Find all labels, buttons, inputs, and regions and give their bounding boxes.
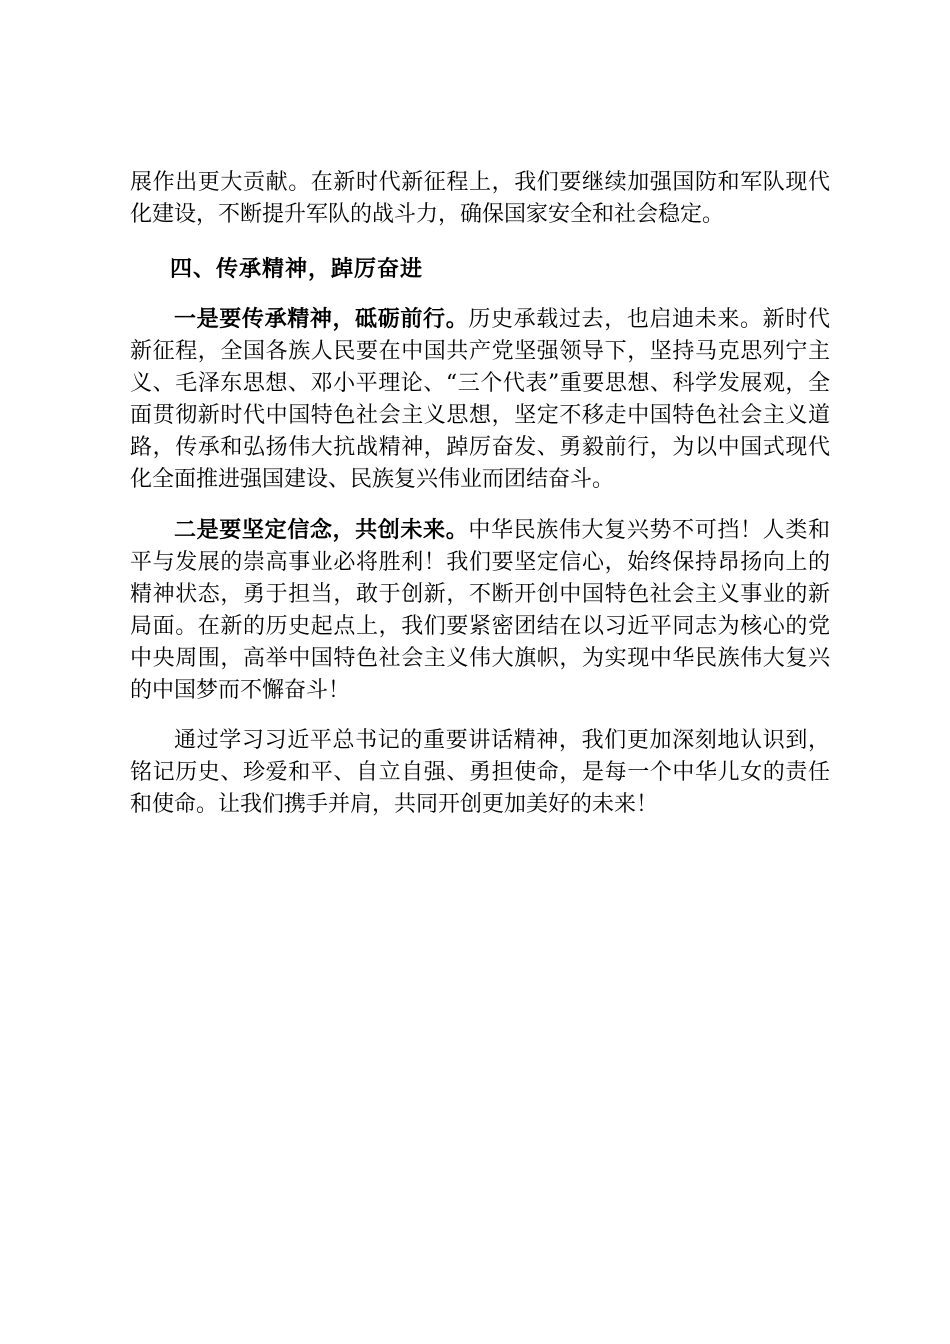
section-heading: 四、传承精神，踔厉奋进 (170, 256, 424, 282)
paragraph-2 (130, 514, 830, 707)
paragraph-conclusion: 通过学习习近平总书记的重要讲话精神，我们更加深刻地认识到，铭记历史、珍爱和平、自立自强、勇担使命，是每一个中华儿女的责任和使命。让我们携手并肩，共同开创更加美好的未来！ (130, 728, 830, 817)
paragraph-1-lead: 一是要传承精神，砥砺前行。 (174, 306, 469, 332)
paragraph-2-body: 中华民族伟大复兴势不可挡！人类和平与发展的崇高事业必将胜利！我们要坚定信心，始终保持昂扬向上的精神状态，勇于担当，敢于创新，不断开创中国特色社会主义事业的新局面。在新的历史起点上，我们要紧密团结在以习近平同志为核心的党中央周围，高举中国特色社会主义伟大旗帜，为实现中华民族伟大复兴的中国梦而不懈奋斗！ (130, 518, 830, 703)
document-body (130, 167, 830, 821)
paragraph-1-body: 历史承载过去，也启迪未来。新时代新征程，全国各族人民要在中国共产党坚强领导下，坚持马克思列宁主义、毛泽东思想、邓小平理论、“三个代表”重要思想、科学发展观，全面贯彻新时代中国特色社会主义思想，坚定不移走中国特色社会主义道路，传承和弘扬伟大抗战精神，踔厉奋发、勇毅前行，为以中国式现代化全面推进强国建设、民族复兴伟业而团结奋斗。 (130, 307, 830, 492)
paragraph-continuation: 展作出更大贡献。在新时代新征程上，我们要继续加强国防和军队现代化建设，不断提升军队的战斗力，确保国家安全和社会稳定。 (130, 170, 830, 227)
paragraph-1 (130, 303, 830, 496)
paragraph-2-lead: 二是要坚定信念，共创未来。 (174, 517, 469, 543)
